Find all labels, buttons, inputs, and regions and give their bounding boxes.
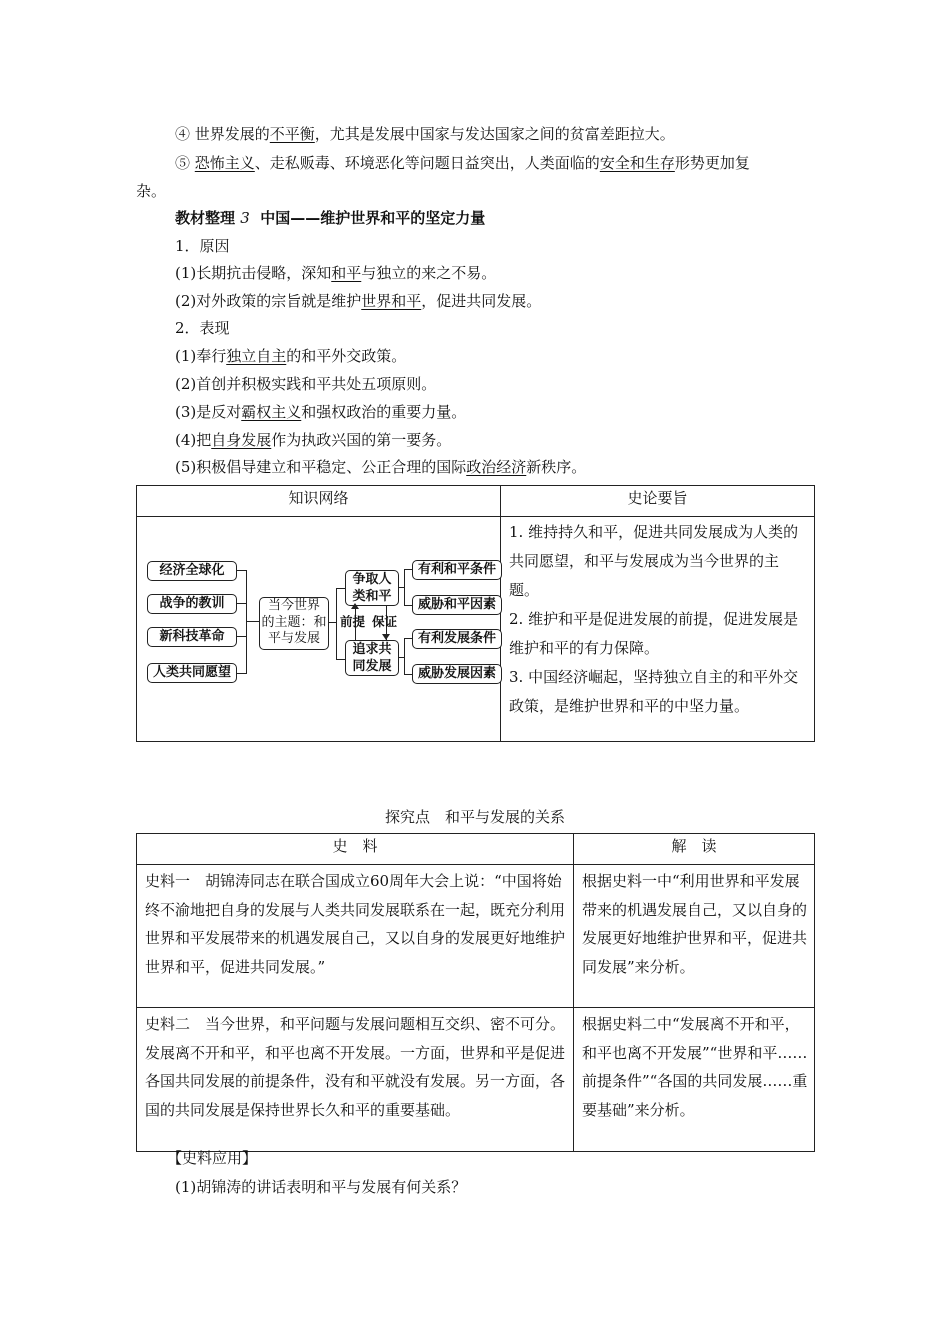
performance-title: 2．表现: [175, 319, 230, 337]
reading-cell: 根据史料二中“发展离不开和平，和平也离不开发展”“世界和平……前提条件”“各国的共同发展……重要基础”来分析。: [574, 1008, 815, 1152]
key-term: 政治经济: [466, 458, 527, 476]
application-label: 【史料应用】: [167, 1149, 258, 1167]
key-term: 世界和平: [361, 292, 422, 310]
peace-box: 争取人 类和平: [345, 570, 399, 606]
connector: [236, 636, 246, 637]
network-box: 经济全球化: [147, 561, 237, 581]
network-box: 战争的教训: [147, 594, 237, 614]
key-term: 自身发展: [211, 431, 272, 449]
key-term: 安全和生存: [599, 154, 675, 172]
key-point: 2. 维护和平是促进发展的前提，促进发展是维护和平的有力保障。: [509, 610, 799, 657]
center-theme-box: 当今世界 的主题：和 平与发展: [259, 597, 329, 650]
key-term: 恐怖主义: [194, 154, 255, 172]
connector: [236, 603, 246, 604]
list-item-5: ⑤ 恐怖主义、走私贩毒、环境恶化等问题日益突出，人类面临的安全和生存形势更加复: [175, 154, 750, 172]
arrowhead-up-icon: [351, 603, 359, 609]
network-box: 威胁发展因素: [412, 664, 502, 684]
list-item-5-continuation: 杂。: [136, 182, 167, 200]
explore-table: [136, 833, 815, 1152]
network-box: 新科技革命: [147, 627, 237, 647]
connector: [236, 570, 247, 674]
key-term: 独立自主: [226, 347, 287, 365]
performance-4: (4)把自身发展作为执政兴国的第一要务。: [175, 431, 452, 449]
header-reading: 解 读: [574, 834, 815, 865]
development-box: 追求共 同发展: [345, 640, 399, 676]
explore-title: 探究点 和平与发展的关系: [384, 808, 565, 826]
question-1: (1)胡锦涛的讲话表明和平与发展有何关系？: [175, 1178, 467, 1196]
reason-1: (1)长期抗击侵略，深知和平与独立的来之不易。: [175, 264, 497, 282]
network-box: 人类共同愿望: [147, 663, 237, 683]
performance-5: (5)积极倡导建立和平稳定、公正合理的国际政治经济新秩序。: [175, 458, 587, 476]
header-source: 史 料: [137, 834, 574, 865]
key-term: 不平衡: [269, 125, 315, 143]
source-cell: 史料二 当今世界，和平问题与发展问题相互交织、密不可分。发展离不开和平，和平也离不开发展。一方面，世界和平是促进各国共同发展的前提条件，没有和平就没有发展。另一方面，各国的共同发展是保持世界长久和平的重要基础。: [137, 1008, 574, 1152]
performance-1: (1)奉行独立自主的和平外交政策。: [175, 347, 407, 365]
connector: [328, 622, 336, 623]
network-box: 有利和平条件: [412, 560, 502, 580]
header-knowledge-network: 知识网络: [137, 486, 501, 517]
source-cell: 史料一 胡锦涛同志在联合国成立60周年大会上说：“中国将始终不渝地把自身的发展与人类共同发展联系在一起，既充分利用世界和平发展带来的机遇发展自己，又以自身的发展更好地维护世界和平，促进共同发展。”: [137, 865, 574, 1008]
reason-2: (2)对外政策的宗旨就是维护世界和平，促进共同发展。: [175, 292, 542, 310]
premise-label: 前提: [340, 614, 366, 629]
performance-3: (3)是反对霸权主义和强权政治的重要力量。: [175, 403, 467, 421]
network-box: 威胁和平因素: [412, 595, 502, 615]
arrowhead-down-icon: [382, 634, 390, 640]
performance-2: (2)首创并积极实践和平共处五项原则。: [175, 375, 437, 393]
key-term: 霸权主义: [241, 403, 302, 421]
guarantee-label: 保证: [372, 614, 398, 629]
connector: [247, 621, 259, 622]
key-points-cell: [501, 517, 815, 742]
network-box: 有利发展条件: [412, 629, 502, 649]
section-heading: 教材整理 3 中国——维护世界和平的坚定力量: [175, 209, 486, 227]
key-point: 3. 中国经济崛起，坚持独立自主的和平外交政策，是维护世界和平的中坚力量。: [509, 668, 799, 715]
reason-title: 1．原因: [175, 237, 230, 255]
header-key-points: 史论要旨: [501, 486, 815, 517]
key-point: 1. 维持持久和平，促进共同发展成为人类的共同愿望，和平与发展成为当今世界的主题。: [509, 523, 799, 599]
reading-cell: 根据史料一中“利用世界和平发展带来的机遇发展自己，又以自身的发展更好地维护世界和平，促进共同发展”来分析。: [574, 865, 815, 1008]
key-term: 和平: [331, 264, 362, 282]
list-item-4: ④ 世界发展的不平衡，尤其是发展中国家与发达国家之间的贫富差距拉大。: [175, 125, 675, 143]
